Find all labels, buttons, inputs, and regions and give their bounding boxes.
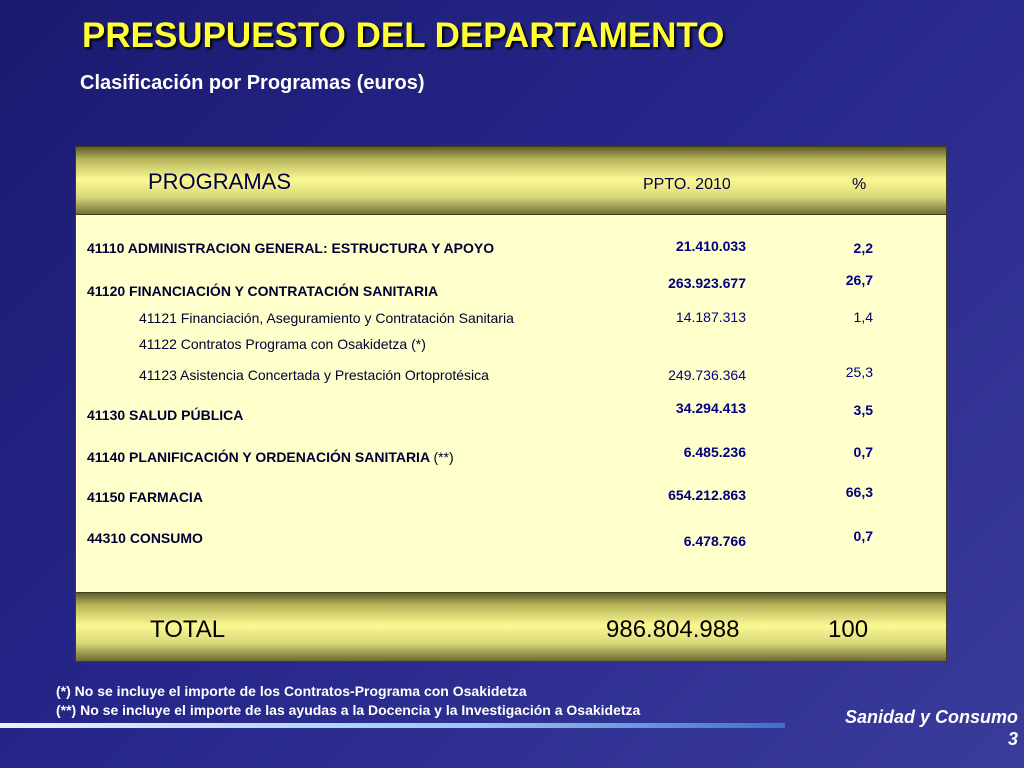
table-row-label: 41130 SALUD PÚBLICA bbox=[87, 407, 244, 423]
table-row-label: 44310 CONSUMO bbox=[87, 530, 203, 546]
table-subrow-amount: 249.736.364 bbox=[668, 367, 746, 383]
footnote-2: (**) No se incluye el importe de las ayudas a la Docencia y la Investigación a Osakidetza bbox=[56, 702, 641, 718]
table-row-amount: 6.478.766 bbox=[683, 533, 746, 549]
table-row-label-note: (**) bbox=[433, 449, 454, 465]
page-title: PRESUPUESTO DEL DEPARTAMENTO bbox=[82, 16, 725, 55]
table-row-amount: 34.294.413 bbox=[675, 400, 746, 416]
table-row-label bbox=[87, 449, 454, 465]
table-subrow-percent: 1,4 bbox=[853, 309, 873, 325]
table-row-percent: 0,7 bbox=[853, 444, 873, 460]
table-row-amount: 6.485.236 bbox=[683, 444, 746, 460]
table-row-percent: 2,2 bbox=[853, 240, 873, 256]
total-label: TOTAL bbox=[150, 616, 226, 643]
table-row-amount: 654.212.863 bbox=[668, 487, 746, 503]
table-subrow-label: 41122 Contratos Programa con Osakidetza (*) bbox=[139, 336, 426, 352]
table-row-percent: 26,7 bbox=[845, 272, 873, 288]
footnotes bbox=[56, 682, 640, 720]
table-row-label: 41120 FINANCIACIÓN Y CONTRATACIÓN SANITARIA bbox=[87, 283, 439, 299]
table-subrow-percent: 25,3 bbox=[845, 364, 873, 380]
column-header-programs: PROGRAMAS bbox=[148, 169, 292, 194]
page-number: 3 bbox=[1007, 729, 1018, 749]
table-subrow-label: 41121 Financiación, Aseguramiento y Contratación Sanitaria bbox=[139, 310, 514, 326]
total-amount: 986.804.988 bbox=[606, 616, 740, 643]
footer-divider bbox=[0, 723, 785, 728]
table-row-label: 41110 ADMINISTRACION GENERAL: ESTRUCTURA Y APOYO bbox=[87, 240, 495, 256]
column-header-budget: PPTO. 2010 bbox=[643, 176, 731, 193]
table-row-amount: 21.410.033 bbox=[675, 238, 746, 254]
column-header-percent: % bbox=[852, 176, 867, 193]
table-row-percent: 0,7 bbox=[853, 528, 873, 544]
footnote-1: (*) No se incluye el importe de los Contratos-Programa con Osakidetza bbox=[56, 683, 527, 699]
table-row-amount: 263.923.677 bbox=[668, 275, 746, 291]
table-subrow-amount: 14.187.313 bbox=[675, 309, 746, 325]
table-row-percent: 3,5 bbox=[853, 402, 873, 418]
footer-brand-name: Sanidad y Consumo bbox=[844, 707, 1018, 727]
table-subrow-label: 41123 Asistencia Concertada y Prestación Ortoprotésica bbox=[139, 367, 489, 383]
table-row-label-text: 41140 PLANIFICACIÓN Y ORDENACIÓN SANITARIA bbox=[87, 449, 430, 465]
total-percent: 100 bbox=[828, 616, 869, 643]
table-row-percent: 66,3 bbox=[845, 484, 873, 500]
footer-brand bbox=[845, 706, 1018, 750]
table-row-label: 41150 FARMACIA bbox=[87, 489, 203, 505]
page-subtitle: Clasificación por Programas (euros) bbox=[80, 72, 425, 94]
table-body-panel bbox=[75, 214, 947, 594]
